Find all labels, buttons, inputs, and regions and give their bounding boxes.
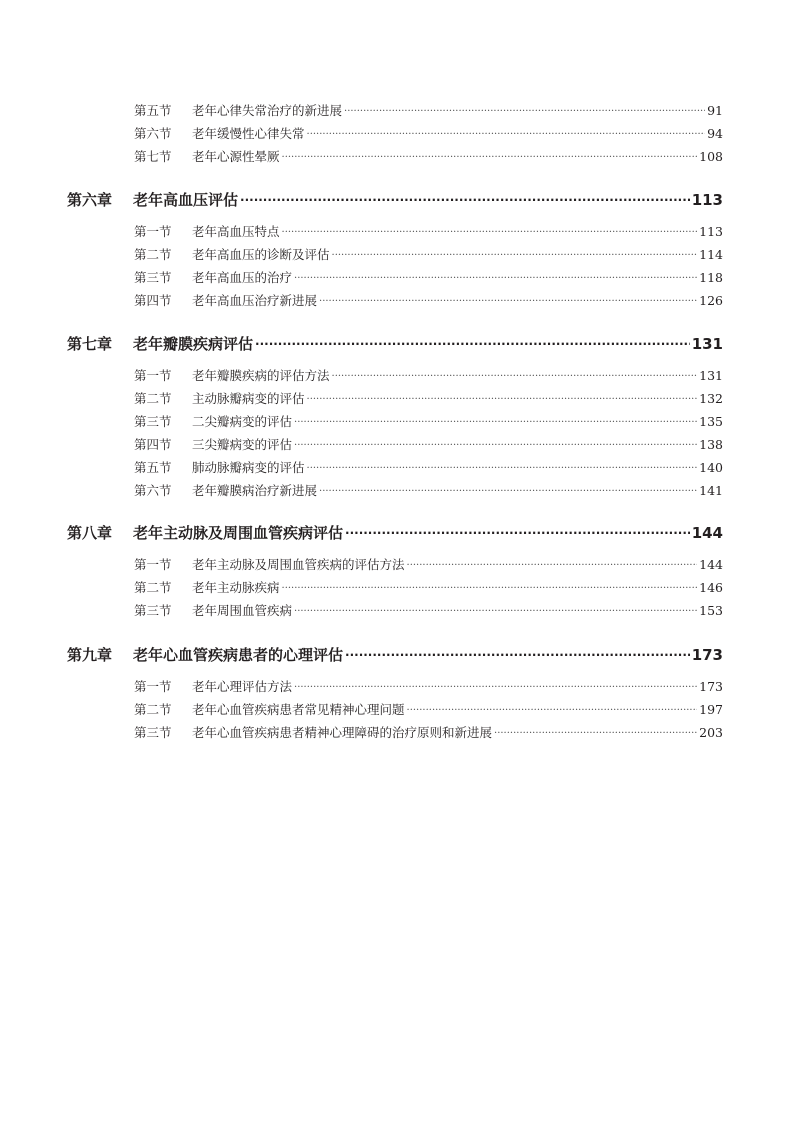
toc-section-entry (134, 700, 723, 718)
dot-leader (307, 394, 698, 405)
toc-section-entry (134, 677, 723, 695)
dot-leader (294, 440, 697, 451)
dot-leader (294, 273, 697, 284)
page-number: 113 (699, 224, 723, 239)
section-title: 三尖瓣病变的评估 (192, 437, 293, 452)
dot-leader (255, 337, 690, 351)
dot-leader (294, 682, 697, 693)
dot-leader (332, 371, 698, 382)
chapter-title: 老年心血管疾病患者的心理评估 (133, 646, 344, 664)
dot-leader (307, 463, 698, 474)
chapter-title: 老年瓣膜疾病评估 (133, 335, 254, 353)
dot-leader (294, 417, 697, 428)
section-number: 第三节 (134, 725, 172, 740)
section-number: 第七节 (134, 149, 172, 164)
dot-leader (319, 486, 697, 497)
section-title: 老年主动脉及周围血管疾病的评估方法 (192, 557, 405, 572)
page-number: 146 (699, 580, 723, 595)
section-title: 主动脉瓣病变的评估 (192, 391, 305, 406)
toc-section-entry (134, 458, 723, 476)
section-title: 老年心律失常治疗的新进展 (192, 103, 343, 118)
page-number: 173 (691, 646, 723, 664)
toc-chapter-entry (67, 189, 723, 210)
dot-leader (319, 296, 697, 307)
section-number: 第一节 (134, 224, 172, 239)
section-number: 第二节 (134, 580, 172, 595)
dot-leader (282, 227, 698, 238)
page-number: 140 (699, 460, 723, 475)
section-number: 第二节 (134, 247, 172, 262)
toc-section-entry (134, 435, 723, 453)
section-title: 老年缓慢性心律失常 (192, 126, 305, 141)
page-number: 144 (699, 557, 723, 572)
chapter-number: 第八章 (67, 524, 113, 542)
page-number: 141 (699, 483, 723, 498)
section-number: 第一节 (134, 368, 172, 383)
dot-leader (307, 129, 706, 140)
section-number: 第四节 (134, 437, 172, 452)
dot-leader (407, 560, 698, 571)
toc-chapter-entry (67, 333, 723, 354)
toc-chapter-entry (67, 522, 723, 543)
section-title: 老年高血压特点 (192, 224, 280, 239)
chapter-number: 第七章 (67, 335, 113, 353)
page-number: 131 (691, 335, 723, 353)
dot-leader (240, 193, 690, 207)
section-number: 第二节 (134, 391, 172, 406)
chapter-title: 老年高血压评估 (133, 191, 239, 209)
section-title: 老年瓣膜病治疗新进展 (192, 483, 318, 498)
page-number: 153 (699, 603, 723, 618)
dot-leader (345, 526, 690, 540)
dot-leader (332, 250, 698, 261)
chapter-title: 老年主动脉及周围血管疾病评估 (133, 524, 344, 542)
toc-section-entry (134, 245, 723, 263)
toc-section-entry (134, 101, 723, 119)
section-number: 第五节 (134, 460, 172, 475)
section-number: 第一节 (134, 557, 172, 572)
page-number: 94 (707, 126, 723, 141)
page-number: 144 (691, 524, 723, 542)
page-number: 108 (699, 149, 723, 164)
toc-section-entry (134, 366, 723, 384)
section-title: 老年高血压的治疗 (192, 270, 293, 285)
toc-section-entry (134, 147, 723, 165)
section-title: 二尖瓣病变的评估 (192, 414, 293, 429)
page-number: 197 (699, 702, 723, 717)
toc-section-entry (134, 723, 723, 741)
section-number: 第三节 (134, 603, 172, 618)
toc-section-entry (134, 555, 723, 573)
page-number: 173 (699, 679, 723, 694)
dot-leader (282, 152, 698, 163)
page-number: 138 (699, 437, 723, 452)
section-number: 第三节 (134, 414, 172, 429)
toc-section-entry (134, 268, 723, 286)
page-number: 203 (699, 725, 723, 740)
page-number: 135 (699, 414, 723, 429)
section-title: 老年心血管疾病患者常见精神心理问题 (192, 702, 405, 717)
section-title: 老年周围血管疾病 (192, 603, 293, 618)
section-title: 老年心理评估方法 (192, 679, 293, 694)
page-number: 113 (691, 191, 723, 209)
section-title: 老年瓣膜疾病的评估方法 (192, 368, 330, 383)
section-number: 第六节 (134, 126, 172, 141)
dot-leader (294, 606, 697, 617)
dot-leader (345, 648, 690, 662)
toc-section-entry (134, 124, 723, 142)
page-number: 114 (699, 247, 723, 262)
toc-section-entry (134, 222, 723, 240)
chapter-number: 第九章 (67, 646, 113, 664)
section-title: 老年高血压治疗新进展 (192, 293, 318, 308)
toc-section-entry (134, 601, 723, 619)
section-number: 第四节 (134, 293, 172, 308)
page-number: 91 (707, 103, 723, 118)
toc-section-entry (134, 481, 723, 499)
page-number: 131 (699, 368, 723, 383)
toc-section-entry (134, 291, 723, 309)
section-number: 第三节 (134, 270, 172, 285)
page-number: 132 (699, 391, 723, 406)
section-number: 第五节 (134, 103, 172, 118)
toc-section-entry (134, 578, 723, 596)
section-number: 第一节 (134, 679, 172, 694)
toc-chapter-entry (67, 644, 723, 665)
dot-leader (494, 728, 697, 739)
section-title: 老年高血压的诊断及评估 (192, 247, 330, 262)
section-title: 肺动脉瓣病变的评估 (192, 460, 305, 475)
page-number: 126 (699, 293, 723, 308)
section-title: 老年心源性晕厥 (192, 149, 280, 164)
toc-section-entry (134, 389, 723, 407)
section-title: 老年心血管疾病患者精神心理障碍的治疗原则和新进展 (192, 725, 493, 740)
section-number: 第二节 (134, 702, 172, 717)
dot-leader (282, 583, 698, 594)
toc-section-entry (134, 412, 723, 430)
section-title: 老年主动脉疾病 (192, 580, 280, 595)
dot-leader (407, 705, 698, 716)
section-number: 第六节 (134, 483, 172, 498)
chapter-number: 第六章 (67, 191, 113, 209)
dot-leader (344, 106, 705, 117)
page-number: 118 (699, 270, 723, 285)
